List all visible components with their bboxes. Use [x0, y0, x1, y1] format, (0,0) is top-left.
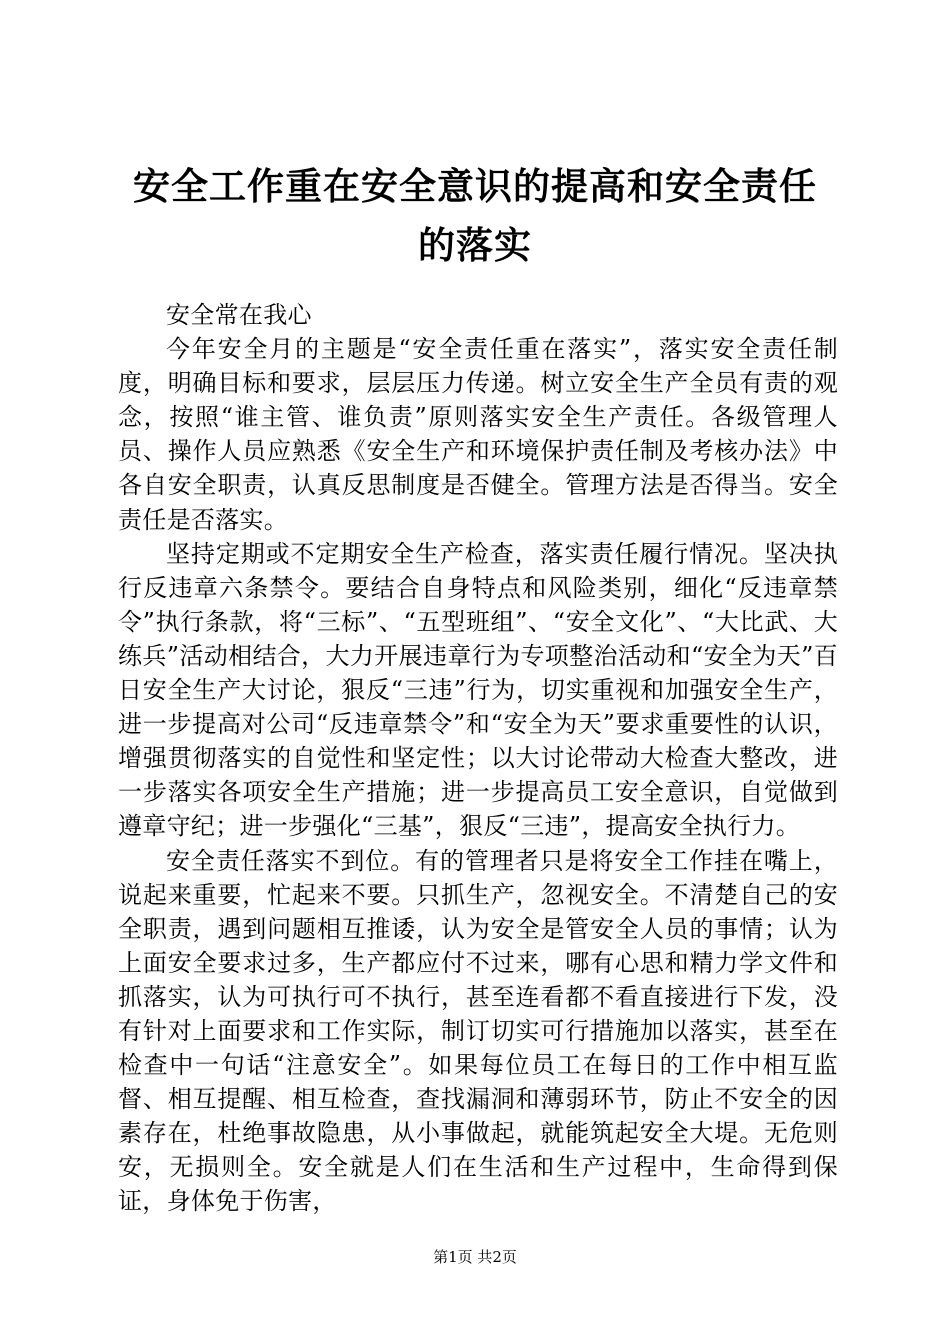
document-title: 安全工作重在安全意识的提高和安全责任的落实 — [133, 164, 817, 267]
document-body — [118, 298, 838, 1219]
paragraph-responsibility: 安全责任落实不到位。有的管理者只是将安全工作挂在嘴上，说起来重要，忙起来不要。只抓生产，忽视安全。不清楚自己的安全职责，遇到问题相互推诿，认为安全是管安全人员的事情；认为上面安全要求过多，生产都应付不过来，哪有心思和精力学文件和抓落实，认为可执行可不执行，甚至连看都不看直接进行下发，没有针对上面要求和工作实际，制订切实可行措施加以落实，甚至在检查中一句话“注意安全”。如果每位员工在每日的工作中相互监督、相互提醒、相互检查，查找漏洞和薄弱环节，防止不安全的因素存在，杜绝事故隐患，从小事做起，就能筑起安全大堤。无危则安，无损则全。安全就是人们在生活和生产过程中，生命得到保证，身体免于伤害， — [118, 846, 838, 1216]
paragraph-theme: 今年安全月的主题是“安全责任重在落实”，落实安全责任制度，明确目标和要求，层层压力传递。树立安全生产全员有责的观念，按照“谁主管、谁负责”原则落实安全生产责任。各级管理人员、操作人员应熟悉《安全生产和环境保护责任制及考核办法》中各自安全职责，认真反思制度是否健全。管理方法是否得当。安全责任是否落实。 — [118, 335, 838, 534]
paragraph-subtitle: 安全常在我心 — [166, 301, 312, 329]
page-number-footer: 第1页 共2页 — [433, 1248, 517, 1266]
paragraph-inspection: 坚持定期或不定期安全生产检查，落实责任履行情况。坚决执行反违章六条禁令。要结合自身特点和风险类别，细化“反违章禁令”执行条款，将“三标”、“五型班组”、“安全文化”、“大比武、大练兵”活动相结合，大力开展违章行为专项整治活动和“安全为天”百日安全生产大讨论，狠反“三违”行为，切实重视和加强安全生产，进一步提高对公司“反违章禁令”和“安全为天”要求重要性的认识，增强贯彻落实的自觉性和坚定性；以大讨论带动大检查大整改，进一步落实各项安全生产措施；进一步提高员工安全意识，自觉做到遵章守纪；进一步强化“三基”，狠反“三违”，提高安全执行力。 — [118, 539, 838, 841]
